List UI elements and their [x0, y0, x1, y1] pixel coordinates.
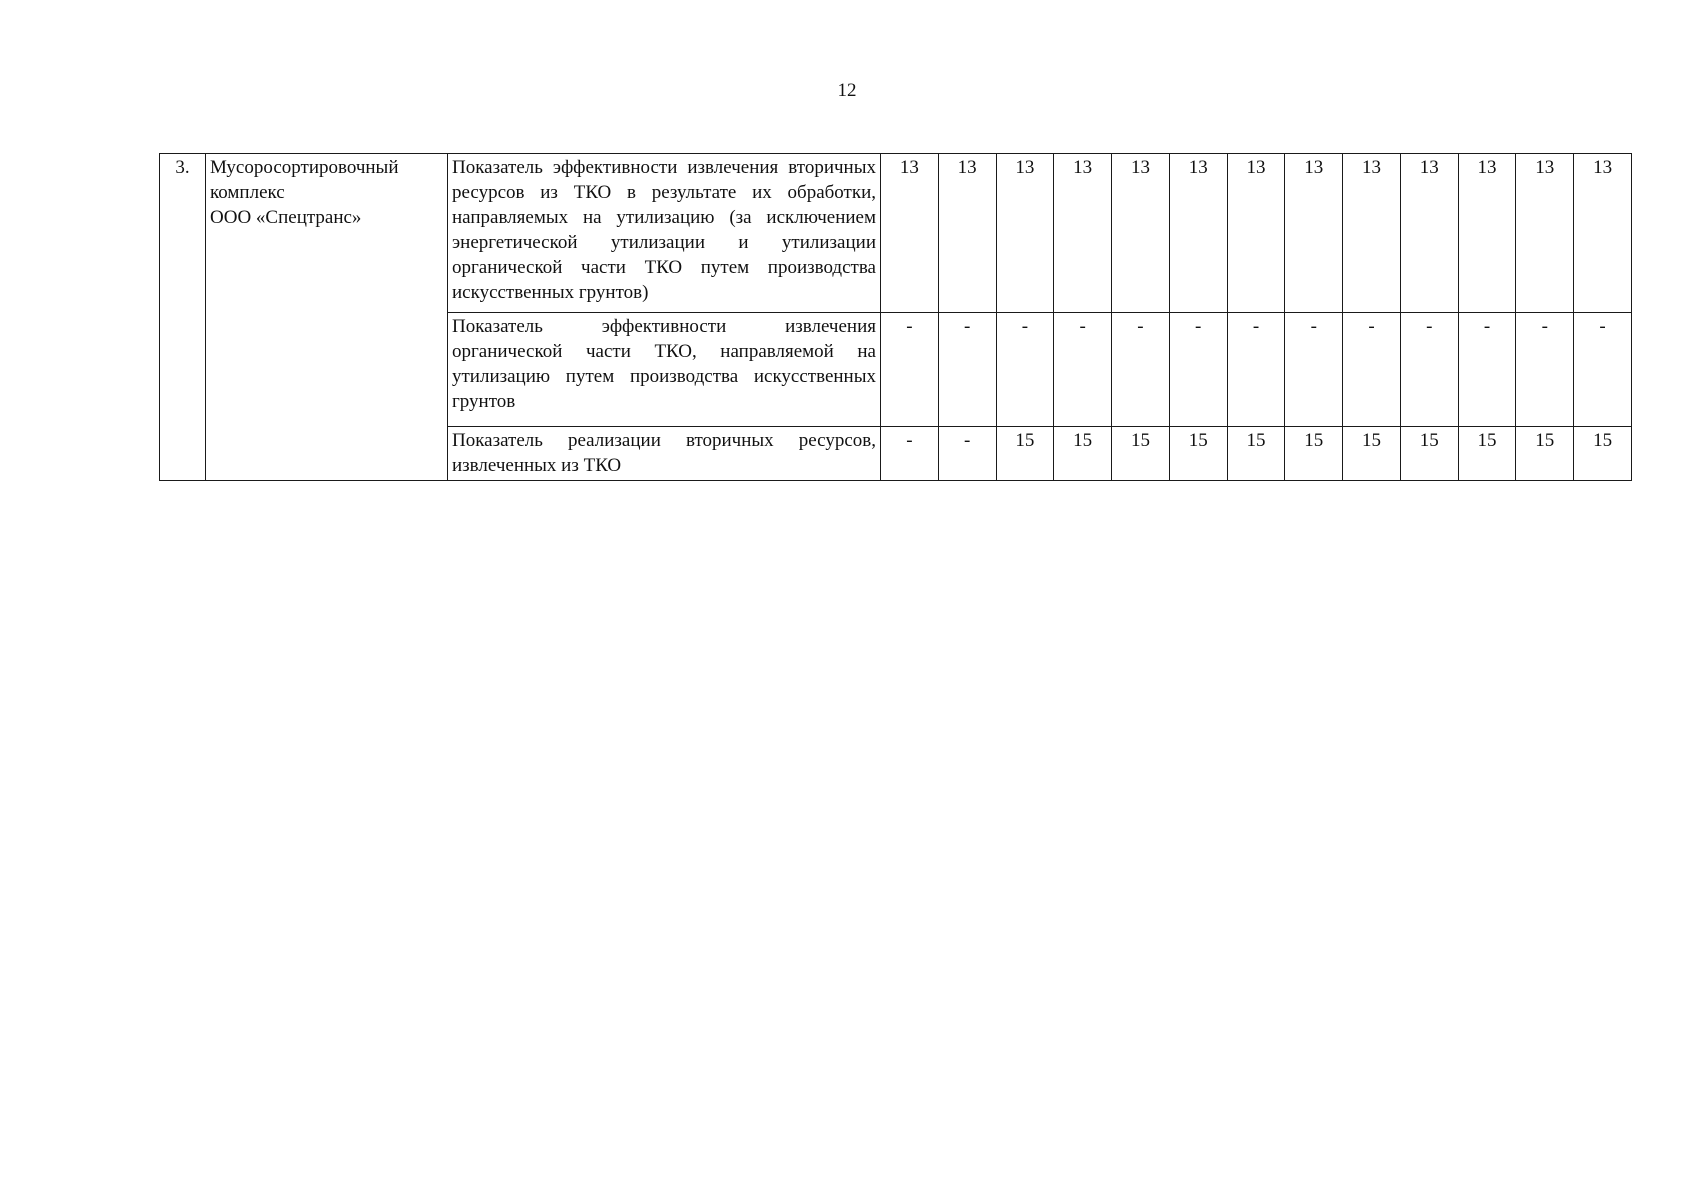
value-cell: 15 [1285, 427, 1343, 481]
value-cell: 15 [1574, 427, 1632, 481]
organization-line: ООО «Спецтранс» [210, 207, 362, 228]
value-cell: - [1169, 313, 1227, 427]
value-cell: 13 [1458, 154, 1516, 313]
value-cell: 13 [1516, 154, 1574, 313]
value-cell: 13 [1400, 154, 1458, 313]
value-cell: 15 [1169, 427, 1227, 481]
indicator-cell: Показатель эффективности извлечения вторичных ресурсов из ТКО в результате их обработки, направляемых на утилизацию (за исключением энергетической утилизации и утилизации органической части ТКО путем производства искусственных грунтов) [448, 154, 881, 313]
value-cell: - [1343, 313, 1401, 427]
value-cell: - [1516, 313, 1574, 427]
value-cell: 13 [1285, 154, 1343, 313]
value-cell: - [1574, 313, 1632, 427]
value-cell: 15 [996, 427, 1054, 481]
value-cell: - [881, 427, 939, 481]
indicator-cell: Показатель эффективности извлечения органической части ТКО, направляемой на утилизацию путем производства искусственных грунтов [448, 313, 881, 427]
value-cell: - [1054, 313, 1112, 427]
value-cell: - [1458, 313, 1516, 427]
value-cell: 15 [1458, 427, 1516, 481]
page-number: 12 [837, 80, 857, 101]
value-cell: 13 [1054, 154, 1112, 313]
value-cell: 13 [1574, 154, 1632, 313]
organization-line: комплекс [210, 182, 285, 203]
value-cell: - [938, 313, 996, 427]
value-cell: 15 [1227, 427, 1285, 481]
row-number-cell: 3. [160, 154, 206, 481]
value-cell: 15 [1343, 427, 1401, 481]
organization-cell [206, 154, 448, 481]
value-cell: - [1400, 313, 1458, 427]
indicators-table [159, 153, 1632, 481]
value-cell: 15 [1112, 427, 1170, 481]
value-cell: - [881, 313, 939, 427]
value-cell: 13 [1169, 154, 1227, 313]
value-cell: - [996, 313, 1054, 427]
value-cell: - [1227, 313, 1285, 427]
indicator-cell: Показатель реализации вторичных ресурсов, извлеченных из ТКО [448, 427, 881, 481]
value-cell: 15 [1516, 427, 1574, 481]
value-cell: 13 [1112, 154, 1170, 313]
table-row [160, 154, 1632, 313]
value-cell: 15 [1054, 427, 1112, 481]
value-cell: 13 [938, 154, 996, 313]
value-cell: 13 [1227, 154, 1285, 313]
value-cell: - [1112, 313, 1170, 427]
value-cell: 13 [1343, 154, 1401, 313]
value-cell: - [938, 427, 996, 481]
organization-line: Мусоросортировочный [210, 157, 399, 178]
value-cell: 13 [996, 154, 1054, 313]
value-cell: 13 [881, 154, 939, 313]
value-cell: 15 [1400, 427, 1458, 481]
value-cell: - [1285, 313, 1343, 427]
